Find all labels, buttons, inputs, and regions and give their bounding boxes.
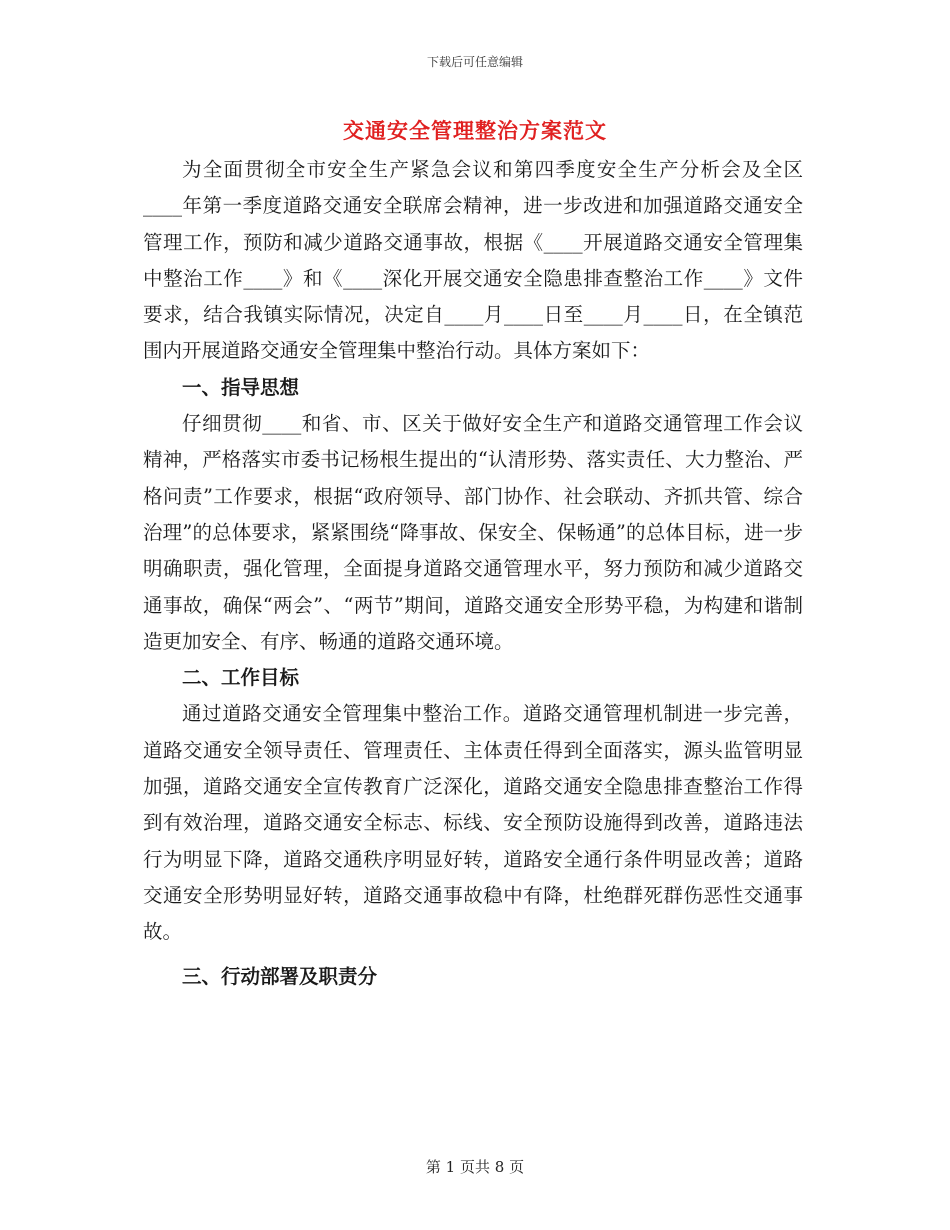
document-body <box>143 152 803 995</box>
section-heading-action-deployment: 三、行动部署及职责分 <box>182 964 378 988</box>
section-heading-work-goals: 二、工作目标 <box>182 666 300 690</box>
document-title: 交通安全管理整治方案范文 <box>343 118 607 143</box>
page-footer: 第 1 页共 8 页 <box>425 1158 525 1176</box>
intro-paragraph: 为全面贯彻全市安全生产紧急会议和第四季度安全生产分析会及全区____年第一季度道路交通安全联席会精神，进一步改进和加强道路交通安全管理工作，预防和减少道路交通事故，根据《____开展道路交通安全管理集中整治工作____》和《____深化开展交通安全隐患排查整治工作____》文件要求，结合我镇实际情况，决定自____月____日至____月____日，在全镇范围内开展道路交通安全管理集中整治行动。具体方案如下： <box>143 158 803 363</box>
header-note: 下载后可任意编辑 <box>426 55 523 69</box>
section-body-guiding-ideology: 仔细贯彻____和省、市、区关于做好安全生产和道路交通管理工作会议精神，严格落实市委书记杨根生提出的“认清形势、落实责任、大力整治、严格问责”工作要求，根据“政府领导、部门协作、社会联动、齐抓共管、综合治理”的总体要求，紧紧围绕“降事故、保安全、保畅通”的总体目标，进一步明确职责，强化管理，全面提身道路交通管理水平，努力预防和减少道路交通事故，确保“两会”、“两节”期间，道路交通安全形势平稳，为构建和谐制造更加安全、有序、畅通的道路交通环境。 <box>143 412 803 653</box>
section-heading-guiding-ideology: 一、指导思想 <box>182 375 300 399</box>
section-body-work-goals: 通过道路交通安全管理集中整治工作。道路交通管理机制进一步完善，道路交通安全领导责任、管理责任、主体责任得到全面落实，源头监管明显加强，道路交通安全宣传教育广泛深化，道路交通安全隐患排查整治工作得到有效治理，道路交通安全标志、标线、安全预防设施得到改善，道路违法行为明显下降，道路交通秩序明显好转，道路安全通行条件明显改善；道路交通安全形势明显好转，道路交通事故稳中有降，杜绝群死群伤恶性交通事故。 <box>143 702 803 944</box>
